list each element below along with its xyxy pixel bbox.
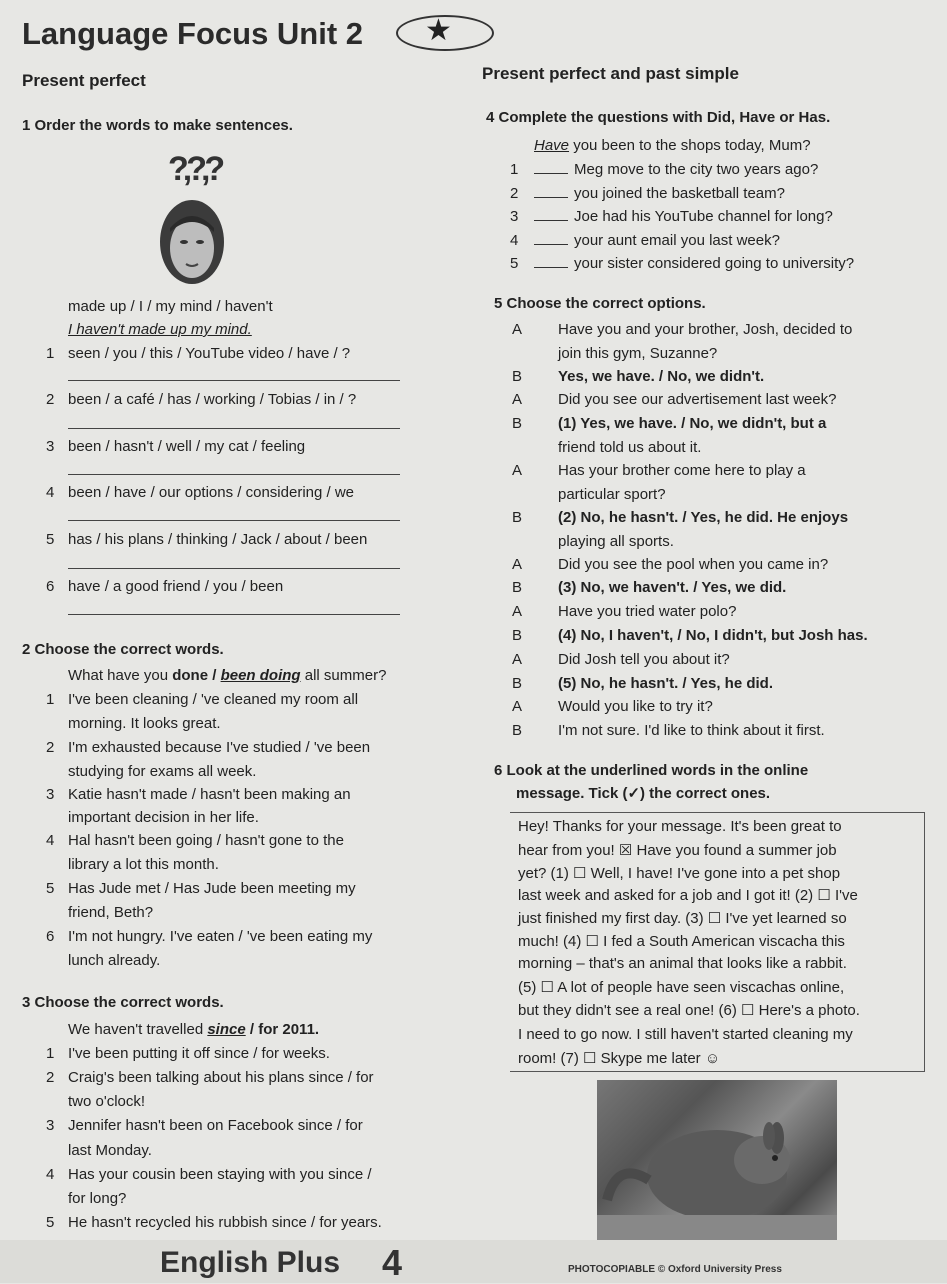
ex1-example-answer: I haven't made up my mind. (68, 321, 252, 338)
ex4-example: Have you been to the shops today, Mum? (534, 137, 811, 154)
ex3-line[interactable]: 2 Craig's been talking about his plans since / for (46, 1069, 374, 1086)
brand-name: English Plus (160, 1246, 341, 1279)
ex4-item-2[interactable]: 2 you joined the basketball team? (510, 185, 785, 202)
ex1-item-4: 4 been / have / our options / considering / we (46, 484, 355, 501)
question-marks-icon: ?‚?‚? (168, 150, 220, 188)
ex3-line: for long? (68, 1190, 127, 1207)
ex5-line[interactable]: B (4) No, I haven't, / No, I didn't, but Josh has. (512, 627, 868, 644)
ex1-example-words: made up / I / my mind / haven't (68, 298, 273, 315)
ex5-line: A Did you see our advertisement last week? (512, 391, 837, 408)
ex2-example: What have you done / been doing all summer? (68, 667, 387, 684)
ex5-line[interactable]: B (3) No, we haven't. / Yes, we did. (512, 579, 787, 596)
ex1-title: 1 Order the words to make sentences. (22, 117, 293, 134)
ex2-line: important decision in her life. (68, 809, 259, 826)
ex2-line[interactable]: 5 Has Jude met / Has Jude been meeting my (46, 880, 356, 897)
ex2-line: friend, Beth? (68, 904, 154, 921)
ex1-answer-line-6[interactable] (68, 614, 400, 615)
level-number: 4 (382, 1242, 403, 1283)
ex5-line: A Have you tried water polo? (512, 603, 737, 620)
message-line[interactable]: (5) ☐ A lot of people have seen viscachas online, (518, 979, 845, 996)
ex3-line[interactable]: 4 Has your cousin been staying with you since / (46, 1166, 372, 1183)
ex3-line: two o'clock! (68, 1093, 146, 1110)
ex5-line: A Has your brother come here to play a (512, 462, 806, 479)
ex5-line: playing all sports. (558, 533, 674, 550)
ex4-item-5[interactable]: 5 your sister considered going to university? (510, 255, 855, 272)
ex4-title: 4 Complete the questions with Did, Have or Has. (486, 109, 831, 126)
ex5-line: A Did Josh tell you about it? (512, 651, 730, 668)
message-line: morning – that's an animal that looks like a rabbit. (518, 955, 847, 972)
ex5-line: particular sport? (558, 486, 666, 503)
ex5-line: A Have you and your brother, Josh, decided to (512, 321, 853, 338)
ex5-line: A Did you see the pool when you came in? (512, 556, 829, 573)
ex1-answer-line-5[interactable] (68, 568, 400, 569)
ex2-line: studying for exams all week. (68, 763, 257, 780)
ex2-line: morning. It looks great. (68, 715, 221, 732)
ex1-answer-line-4[interactable] (68, 520, 400, 521)
ex5-line: friend told us about it. (558, 439, 702, 456)
ex1-item-2: 2 been / a café / has / working / Tobias / in / ? (46, 391, 357, 408)
ex4-item-4[interactable]: 4 your aunt email you last week? (510, 232, 780, 249)
section-heading-present-perfect-past-simple: Present perfect and past simple (482, 64, 739, 83)
message-line: hear from you! ☒ Have you found a summer job (518, 842, 837, 859)
ex3-example: We haven't travelled since / for 2011. (68, 1021, 320, 1038)
section-heading-present-perfect: Present perfect (22, 71, 146, 90)
ex3-line[interactable]: 5 He hasn't recycled his rubbish since / for years. (46, 1214, 382, 1231)
message-line[interactable]: just finished my first day. (3) ☐ I've yet learned so (518, 910, 847, 927)
ex2-line[interactable]: 3 Katie hasn't made / hasn't been making an (46, 786, 351, 803)
ex3-line[interactable]: 1 I've been putting it off since / for weeks. (46, 1045, 330, 1062)
star-icon: ★ (425, 14, 452, 47)
ex2-line[interactable]: 2 I'm exhausted because I've studied / 've been (46, 739, 371, 756)
ex1-answer-line-1[interactable] (68, 380, 400, 381)
ex1-item-1: 1 seen / you / this / YouTube video / have / ? (46, 345, 351, 362)
ex4-item-3[interactable]: 3 Joe had his YouTube channel for long? (510, 208, 833, 225)
ex6-title: 6 Look at the underlined words in the online (494, 762, 809, 779)
page-title: Language Focus Unit 2 (22, 16, 364, 51)
message-line[interactable]: last week and asked for a job and I got it! (2) ☐ I've (518, 887, 858, 904)
message-line[interactable]: yet? (1) ☐ Well, I have! I've gone into a pet shop (518, 865, 841, 882)
thinking-face-picture (156, 192, 228, 288)
ex2-title: 2 Choose the correct words. (22, 641, 224, 658)
message-line[interactable]: much! (4) ☐ I fed a South American viscacha this (518, 933, 845, 950)
ex1-answer-line-2[interactable] (68, 428, 400, 429)
ex5-line: A Would you like to try it? (512, 698, 713, 715)
footer-banner (0, 1240, 947, 1283)
ex2-line[interactable]: 4 Hal hasn't been going / hasn't gone to the (46, 832, 344, 849)
ex2-line: lunch already. (68, 952, 161, 969)
ex5-line: join this gym, Suzanne? (558, 345, 718, 362)
ex3-line[interactable]: 3 Jennifer hasn't been on Facebook since / for (46, 1117, 363, 1134)
ex5-line: B Yes, we have. / No, we didn't. (512, 368, 765, 385)
ex3-title: 3 Choose the correct words. (22, 994, 224, 1011)
ex1-answer-line-3[interactable] (68, 474, 400, 475)
ex5-title: 5 Choose the correct options. (494, 295, 706, 312)
ex5-line[interactable]: B (1) Yes, we have. / No, we didn't, but a (512, 415, 827, 432)
message-line: Hey! Thanks for your message. It's been great to (518, 818, 842, 835)
ex1-item-6: 6 have / a good friend / you / been (46, 578, 284, 595)
ex5-line[interactable]: B (5) No, he hasn't. / Yes, he did. (512, 675, 774, 692)
message-line[interactable]: but they didn't see a real one! (6) ☐ Here's a photo. (518, 1002, 860, 1019)
message-line: I need to go now. I still haven't started cleaning my (518, 1026, 853, 1043)
ex2-line[interactable]: 1 I've been cleaning / 've cleaned my room all (46, 691, 359, 708)
copyright-note: PHOTOCOPIABLE © Oxford University Press (568, 1264, 782, 1275)
ex1-item-5: 5 has / his plans / thinking / Jack / about / been (46, 531, 368, 548)
ex2-line[interactable]: 6 I'm not hungry. I've eaten / 've been eating my (46, 928, 373, 945)
ex6-title-2: message. Tick (✓) the correct ones. (516, 785, 771, 802)
message-line[interactable]: room! (7) ☐ Skype me later ☺ (518, 1050, 721, 1067)
ex3-line: last Monday. (68, 1142, 152, 1159)
ex5-line: B I'm not sure. I'd like to think about it first. (512, 722, 825, 739)
ex5-line[interactable]: B (2) No, he hasn't. / Yes, he did. He enjoys (512, 509, 849, 526)
ex4-item-1[interactable]: 1 Meg move to the city two years ago? (510, 161, 819, 178)
ex1-item-3: 3 been / hasn't / well / my cat / feeling (46, 438, 306, 455)
viscacha-photo (597, 1080, 837, 1240)
ex2-line: library a lot this month. (68, 856, 219, 873)
